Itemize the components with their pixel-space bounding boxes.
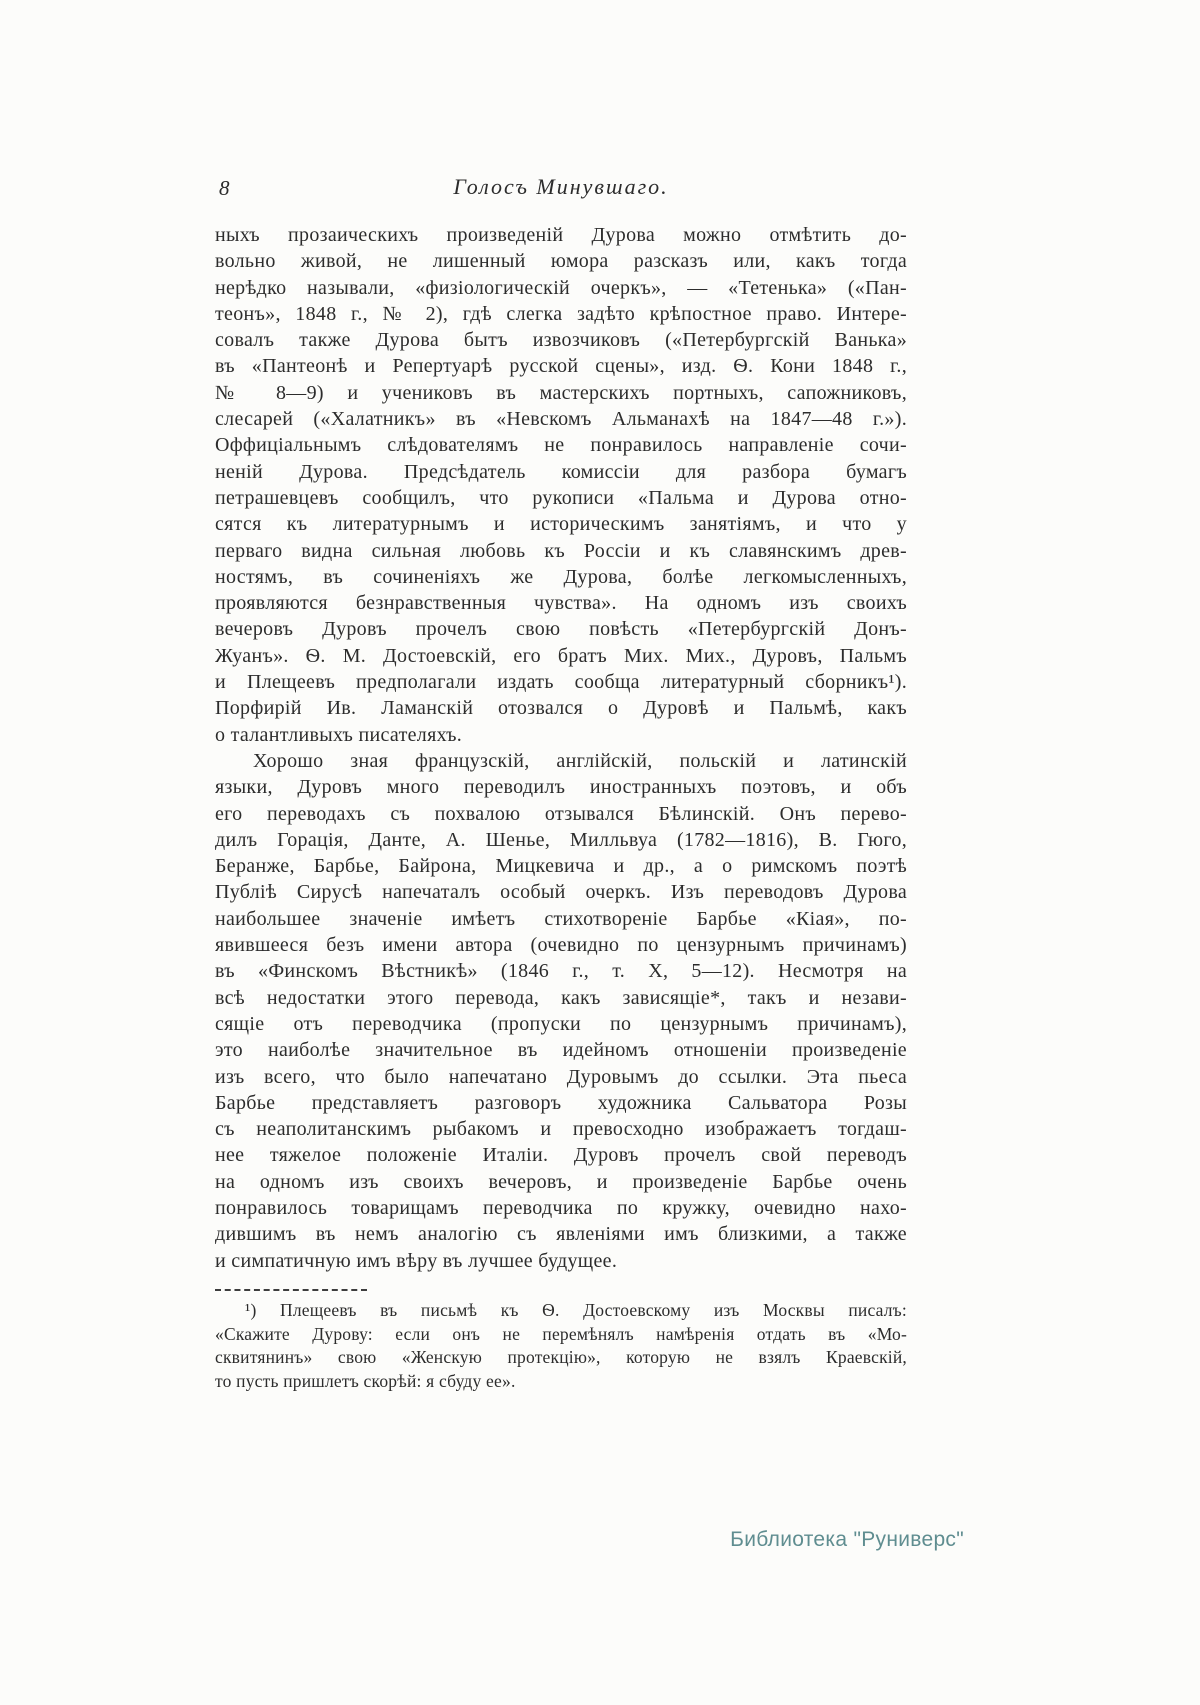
text-line: то пусть пришлетъ скорѣй: я сбуду ее».	[215, 1370, 516, 1391]
text-line: о талантливыхъ писателяхъ.	[215, 723, 463, 746]
text-line: ныхъ прозаическихъ произведеній Дурова можно отмѣтить до-	[215, 224, 907, 246]
text-line: Барбье представляетъ разговоръ художника Сальватора Розы	[215, 1091, 907, 1114]
text-line: понравилось товарищамъ переводчика по кружку, очевидно нахо-	[215, 1196, 907, 1219]
text-line: сятся къ литературнымъ и историческимъ занятіямъ, и что у	[215, 513, 907, 536]
text-line: и Плещеевъ предполагали издать сообща литературный сборникъ¹).	[215, 671, 907, 694]
text-line: Хорошо зная французскій, англійскій, польскій и латинскій	[253, 749, 907, 772]
text-line: ностямъ, въ сочиненіяхъ же Дурова, болѣе легкомысленныхъ,	[215, 565, 907, 588]
text-line: Порфирій Ив. Ламанскій отозвался о Дуровѣ и Пальмѣ, какъ	[215, 697, 907, 720]
library-watermark: Библиотека "Руниверс"	[730, 1528, 964, 1551]
running-title: Голосъ Минувшаго.	[453, 174, 669, 199]
text-line: языки, Дуровъ много переводилъ иностранныхъ поэтовъ, и объ	[215, 776, 907, 799]
text-line: на одномъ изъ своихъ вечеровъ, и произведеніе Барбье очень	[215, 1170, 907, 1193]
footnote	[215, 1299, 907, 1393]
text-line: Беранже, Барбье, Байрона, Мицкевича и др., а о римскомъ поэтѣ	[215, 855, 907, 878]
text-line: съ неаполитанскимъ рыбакомъ и превосходно изображаетъ тогдаш-	[215, 1118, 907, 1141]
text-line: Публіѣ Сирусѣ напечаталъ особый очеркъ. Изъ переводовъ Дурова	[215, 881, 907, 904]
text-line: въ «Финскомъ Вѣстникѣ» (1846 г., т. X, 5—12). Несмотря на	[215, 960, 907, 983]
text-line: вечеровъ Дуровъ прочелъ свою повѣсть «Петербургскій Донъ-	[215, 618, 907, 641]
paragraph	[215, 222, 907, 748]
text-line: дившимъ въ немъ аналогію съ явленіями имъ близкими, а также	[215, 1223, 907, 1246]
footnote-separator	[215, 1289, 367, 1291]
paragraph	[215, 748, 907, 1274]
text-line: вольно живой, не лишенный юмора разсказъ или, какъ тогда	[215, 250, 907, 273]
text-line: и симпатичную имъ вѣру въ лучшее будущее.	[215, 1249, 618, 1272]
text-line: въ «Пантеонѣ и Репертуарѣ русской сцены», изд. Ѳ. Кони 1848 г.,	[215, 355, 907, 378]
text-line: Жуанъ». Ѳ. М. Достоевскій, его братъ Мих. Мих., Дуровъ, Пальмъ	[215, 644, 907, 667]
text-line: изъ всего, что было напечатано Дуровымъ до ссылки. Эта пьеса	[215, 1065, 907, 1088]
text-line: перваго видна сильная любовь къ Россіи и къ славянскимъ древ-	[215, 539, 907, 562]
page-number: 8	[219, 176, 230, 200]
body-text	[215, 222, 907, 1274]
text-line: неній Дурова. Предсѣдатель комиссіи для разбора бумагъ	[215, 460, 907, 483]
text-line: явившееся безъ имени автора (очевидно по цензурнымъ причинамъ)	[215, 934, 907, 957]
text-line: «Скажите Дурову: если онъ не перемѣнялъ намѣренія отдать въ «Мо-	[215, 1323, 907, 1344]
text-line: сквитянинъ» свою «Женскую протекцію», которую не взялъ Краевскій,	[215, 1347, 907, 1368]
text-line: сящіе отъ переводчика (пропуски по цензурнымъ причинамъ),	[215, 1012, 907, 1035]
text-line: петрашевцевъ сообщилъ, что рукописи «Пальма и Дурова отно-	[215, 486, 907, 509]
text-line: ¹) Плещеевъ въ письмѣ къ Ѳ. Достоевскому изъ Москвы писалъ:	[245, 1300, 907, 1320]
text-line: слесарей («Халатникъ» въ «Невскомъ Альманахѣ на 1847—48 г.»).	[215, 408, 907, 431]
text-line: нерѣдко называли, «физіологическій очеркъ», — «Тетенька» («Пан-	[215, 276, 907, 299]
text-line: дилъ Горація, Данте, А. Шенье, Милльвуа (1782—1816), В. Гюго,	[215, 828, 907, 851]
text-line: теонъ», 1848 г., № 2), гдѣ слегка задѣто крѣпостное право. Интере-	[215, 302, 907, 325]
text-line: проявляются безнравственныя чувства». На одномъ изъ своихъ	[215, 592, 907, 615]
text-line: совалъ также Дурова бытъ извозчиковъ («Петербургскій Ванька»	[215, 329, 907, 352]
text-line: это наиболѣе значительное въ идейномъ отношеніи произведеніе	[215, 1039, 907, 1062]
text-line: нее тяжелое положеніе Италіи. Дуровъ прочелъ свой переводъ	[215, 1144, 907, 1167]
text-line: наибольшее значеніе имѣетъ стихотвореніе Барбье «Кіая», по-	[215, 907, 907, 930]
text-line: Оффиціальнымъ слѣдователямъ не понравилось направленіе сочи-	[215, 434, 907, 457]
text-line: всѣ недостатки этого перевода, какъ зависящіе*, такъ и незави-	[215, 986, 907, 1009]
text-line: его переводахъ съ похвалою отзывался Бѣлинскій. Онъ перево-	[215, 802, 907, 825]
page-header	[215, 174, 907, 204]
text-line: № 8—9) и учениковъ въ мастерскихъ портныхъ, сапожниковъ,	[215, 381, 907, 404]
